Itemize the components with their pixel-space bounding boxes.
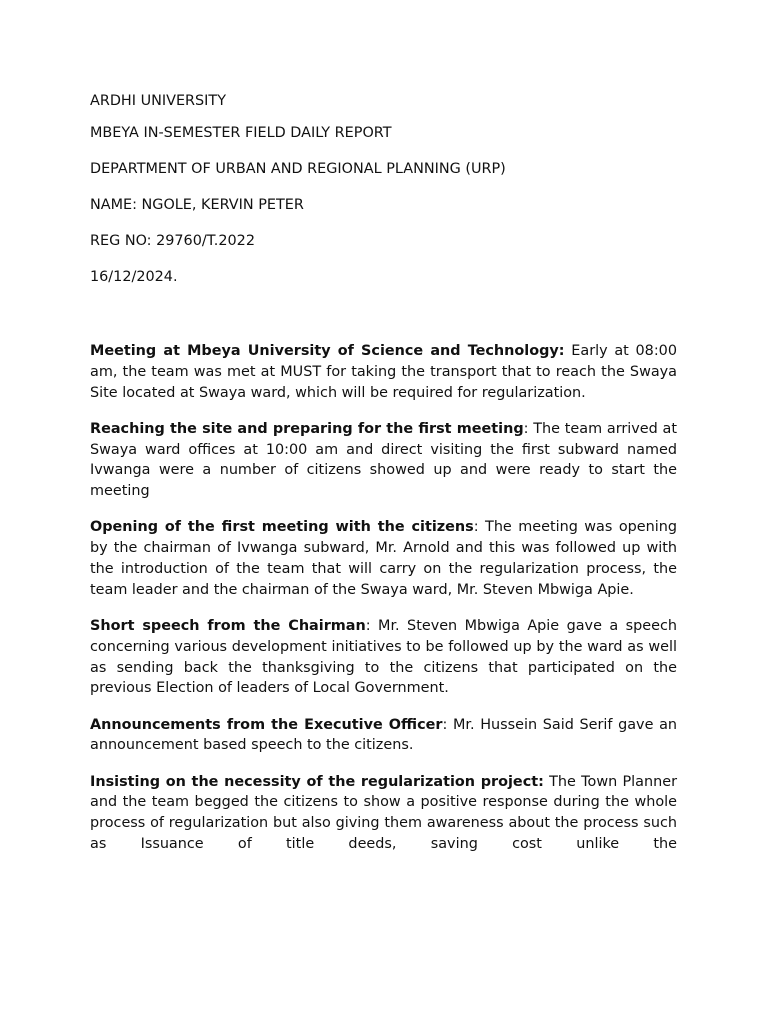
paragraph-heading: Reaching the site and preparing for the first meeting — [90, 420, 524, 437]
paragraph-heading: Short speech from the Chairman — [90, 617, 366, 634]
paragraph-text: : The team arrived at Swaya ward offices at 10:00 am and direct visiting the first subward named Ivwanga were a number of citizens showed up and were ready to start the meeting — [90, 420, 678, 500]
paragraph-regularization-necessity — [90, 772, 677, 852]
student-name: NAME: NGOLE, KERVIN PETER — [90, 197, 304, 213]
university-name: ARDHI UNIVERSITY — [90, 93, 227, 109]
paragraph-executive-announcements — [90, 715, 677, 757]
report-date: 16/12/2024. — [90, 269, 178, 285]
department-name: DEPARTMENT OF URBAN AND REGIONAL PLANNING (URP) — [90, 161, 506, 177]
paragraph-text: : Mr. Steven Mbwiga Apie gave a speech concerning various development initiatives to be followed up by the ward as well as sending back the thanksgiving to the citizens that participated on the previous Election of leaders of Local Government. — [90, 617, 677, 697]
paragraph-text: : Mr. Hussein Said Serif gave an announcement based speech to the citizens. — [90, 716, 678, 754]
paragraph-text: : The meeting was opening by the chairman of Ivwanga subward, Mr. Arnold and this was followed up with the introduction of the team that will carry on the regularization process, the team leader and the chairman of the Swaya ward, Mr. Steven Mbwiga Apie. — [90, 519, 677, 598]
paragraph-heading: Meeting at Mbeya University of Science and Technology: — [90, 343, 565, 359]
report-body — [90, 341, 678, 852]
paragraph-heading: Announcements from the Executive Officer — [90, 716, 443, 733]
paragraph-text: Early at 08:00 am, the team was met at MUST for taking the transport that to reach the Swaya Site located at Swaya ward, which will be required for regularization. — [90, 343, 677, 401]
paragraph-heading: Opening of the first meeting with the citizens — [90, 519, 474, 536]
registration-number: REG NO: 29760/T.2022 — [90, 233, 255, 249]
paragraph-text: The Town Planner and the team begged the citizens to show a positive response during the whole process of regularization but also giving them awareness about the process such as Issuance of title deeds, saving cost unlike the — [90, 773, 677, 852]
paragraph-heading: Insisting on the necessity of the regularization project: — [90, 773, 544, 790]
paragraph-opening-meeting — [90, 517, 677, 600]
report-title: MBEYA IN-SEMESTER FIELD DAILY REPORT — [90, 125, 392, 141]
paragraph-meeting-must — [90, 341, 677, 403]
paragraph-chairman-speech — [90, 616, 677, 699]
paragraph-reaching-site — [90, 419, 677, 502]
report-header — [90, 92, 690, 286]
